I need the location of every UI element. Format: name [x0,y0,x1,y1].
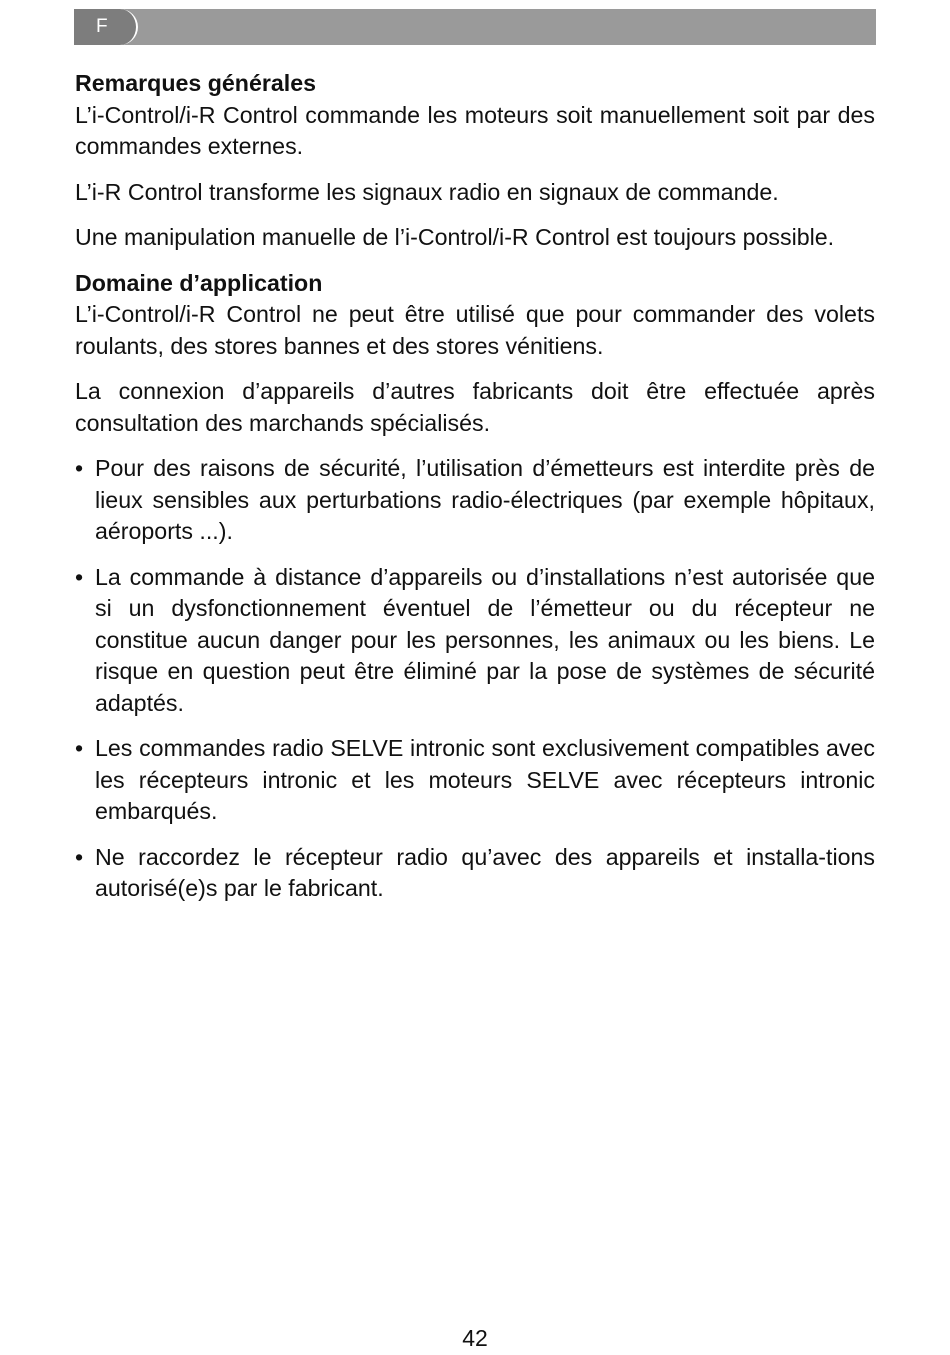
general-paragraph-1: L’i-Control/i-R Control commande les moteurs soit manuellement soit par des commandes externes. [75,101,875,159]
bullet-item [75,733,875,828]
header-bar [74,9,876,45]
bullet-symbol: • [75,843,84,870]
safety-bullet-list [75,453,875,905]
page-number: 42 [462,1325,488,1351]
bullet-symbol: • [75,455,84,481]
bullet-symbol: • [75,563,84,590]
general-paragraph-3: Une manipulation manuelle de l’i-Control/i-R Control est toujours possible. [75,224,835,250]
page-content [75,68,875,919]
general-paragraph-2: L’i-R Control transforme les signaux radio en signaux de commande. [75,178,779,205]
bullet-symbol: • [75,735,84,761]
bullet-text: La commande à distance d’appareils ou d’installations n’est autorisée que si un dysfonctionnement éventuel de l’émetteur ou du récepteur ne constitue aucun danger pour les personnes, les animaux ou les biens. Le risque en question peut être éliminé par la pose de systèmes de sécurité adaptés. [95,563,875,716]
language-tab: F [74,9,138,45]
application-paragraph-2: La connexion d’appareils d’autres fabricants doit être effectuée après consultation des marchands spécialisés. [75,378,875,436]
bullet-text: Les commandes radio SELVE intronic sont exclusivement compatibles avec les récepteurs intronic et les moteurs SELVE avec récepteurs intronic embarqués. [95,735,875,824]
application-paragraph-1: L’i-Control/i-R Control ne peut être utilisé que pour commander des volets roulants, des stores bannes et des stores vénitiens. [75,301,875,359]
bullet-text: Ne raccordez le récepteur radio qu’avec des appareils et installa-tions autorisé(e)s par le fabricant. [95,843,875,901]
heading-general-remarks: Remarques générales [75,70,317,96]
bullet-item [75,562,875,720]
bullet-item [75,842,875,905]
bullet-item [75,453,875,548]
heading-application-domain: Domaine d’application [75,269,323,296]
bullet-text: Pour des raisons de sécurité, l’utilisation d’émetteurs est interdite près de lieux sensibles aux perturbations radio-électriques (par exemple hôpitaux, aéroports ...). [95,455,875,544]
